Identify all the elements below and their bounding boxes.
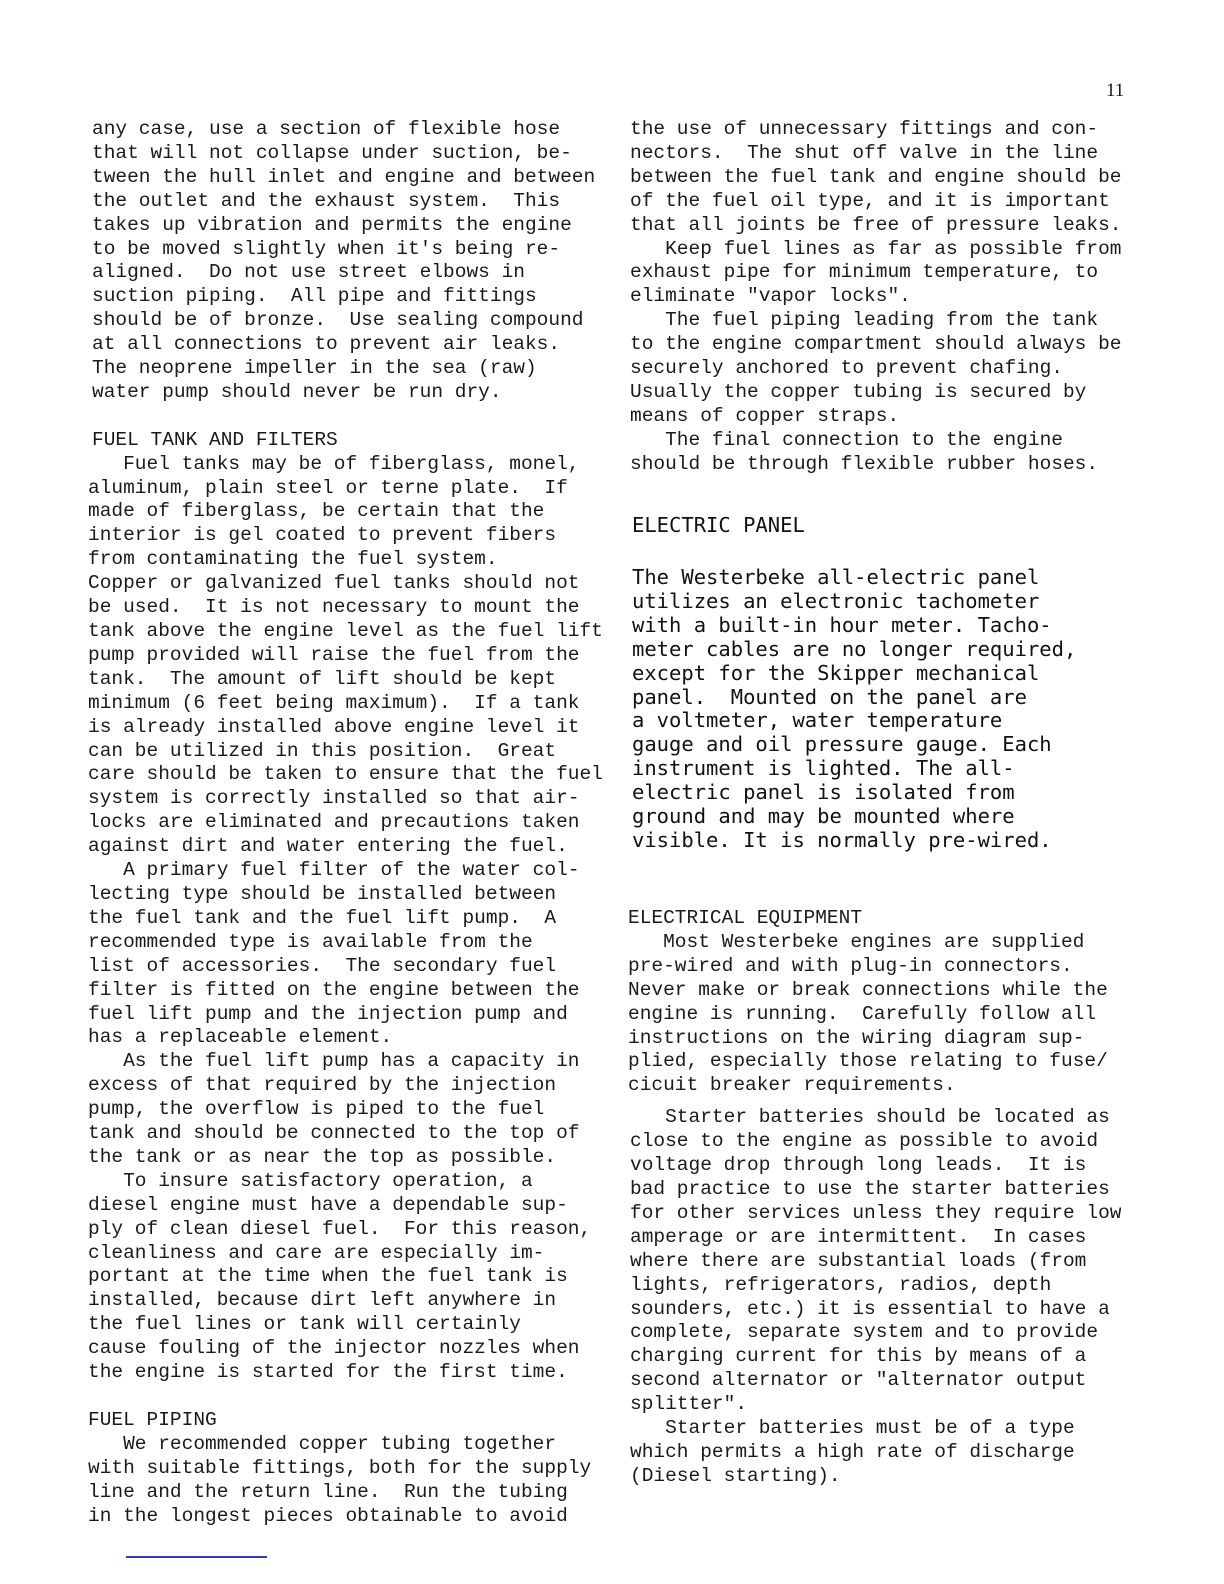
text-line: amperage or are intermittent. In cases — [630, 1225, 1087, 1248]
text-line: bad practice to use the starter batteries — [630, 1177, 1110, 1200]
text-line: the fuel tank and the fuel lift pump. A — [88, 906, 557, 929]
text-line: can be utilized in this position. Great — [88, 739, 557, 762]
text-line: aligned. Do not use street elbows in — [92, 261, 525, 284]
electric-panel-body — [632, 566, 1076, 853]
page-number: 11 — [1106, 80, 1125, 101]
text-line: pre-wired and with plug-in connectors. — [628, 954, 1073, 977]
text-line: takes up vibration and permits the engine — [92, 213, 572, 236]
text-line: to the engine compartment should always be — [630, 333, 1122, 356]
text-line: The fuel piping leading from the tank — [630, 309, 1099, 332]
text-line: between the fuel tank and engine should be — [630, 165, 1122, 188]
text-line: splitter". — [630, 1393, 748, 1416]
text-line: nectors. The shut off valve in the line — [630, 141, 1099, 164]
text-line: for other services unless they require low — [630, 1201, 1122, 1224]
text-line: To insure satisfactory operation, a — [88, 1169, 533, 1192]
text-line: A primary fuel filter of the water col- — [88, 859, 580, 882]
text-line: Starter batteries must be of a type — [630, 1417, 1075, 1440]
text-line: The Westerbeke all-electric panel — [632, 565, 1040, 589]
text-line: securely anchored to prevent chafing. — [630, 357, 1063, 380]
text-line: meter cables are no longer required, — [632, 636, 1077, 661]
text-line: cause fouling of the injector nozzles when — [88, 1337, 580, 1360]
fuel-piping-section — [88, 1433, 622, 1529]
text-line: instrument is lighted. The all- — [632, 756, 1015, 781]
text-line: tank and should be connected to the top of — [88, 1122, 580, 1145]
text-line: Keep fuel lines as far as possible from — [630, 237, 1122, 260]
text-line: the use of unnecessary fittings and con- — [630, 118, 1099, 140]
electric-panel-text — [632, 566, 1076, 853]
text-line: ply of clean diesel fuel. For this reason, — [88, 1217, 592, 1240]
left-column — [88, 118, 622, 1528]
text-line: the tank or as near the top as possible. — [88, 1145, 557, 1168]
text-line: instructions on the wiring diagram sup- — [628, 1026, 1085, 1049]
text-line: interior is gel coated to prevent fibers — [88, 524, 557, 547]
text-line: water pump should never be run dry. — [92, 380, 502, 403]
text-line: except for the Skipper mechanical — [632, 660, 1040, 685]
text-line: from contaminating the fuel system. — [88, 548, 498, 571]
text-line: line and the return line. Run the tubing — [88, 1480, 568, 1503]
text-line: voltage drop through long leads. It is — [630, 1154, 1087, 1177]
text-line: engine is running. Carefully follow all — [628, 1002, 1097, 1025]
text-line: charging current for this by means of a — [630, 1345, 1087, 1368]
text-line: should be through flexible rubber hoses. — [630, 452, 1099, 475]
text-line: installed, because dirt left anywhere in — [88, 1289, 557, 1312]
text-line: minimum (6 feet being maximum). If a tank — [88, 691, 580, 714]
text-line: The neoprene impeller in the sea (raw) — [92, 357, 537, 380]
text-line: recommended type is available from the — [88, 930, 533, 953]
text-line: Most Westerbeke engines are supplied — [628, 930, 1085, 953]
text-line: aluminum, plain steel or terne plate. If — [88, 476, 568, 499]
text-line: lights, refrigerators, radios, depth — [630, 1273, 1052, 1296]
text-line: exhaust pipe for minimum temperature, to — [630, 261, 1099, 284]
electrical-equipment-paragraph — [628, 931, 1188, 1098]
text-line: suction piping. All pipe and fittings — [92, 285, 537, 308]
text-line: diesel engine must have a dependable sup- — [88, 1193, 568, 1216]
text-line: utilizes an electronic tachometer — [632, 588, 1040, 613]
electric-panel-section — [632, 514, 805, 538]
text-line: in the longest pieces obtainable to avoid — [88, 1504, 568, 1527]
fuel-tank-section — [88, 453, 622, 1385]
text-line: made of fiberglass, be certain that the — [88, 500, 545, 523]
text-line: Fuel tanks may be of fiberglass, monel, — [88, 452, 580, 475]
text-line: portant at the time when the fuel tank is — [88, 1265, 568, 1288]
text-line: that all joints be free of pressure leaks. — [630, 213, 1122, 236]
text-line: tween the hull inlet and engine and between — [92, 165, 596, 188]
text-line: visible. It is normally pre-wired. — [632, 827, 1052, 852]
text-line: Never make or break connections while the — [628, 978, 1108, 1001]
text-line: has a replaceable element. — [88, 1026, 393, 1049]
text-line: locks are eliminated and precautions taken — [88, 811, 580, 834]
text-line: to be moved slightly when it's being re- — [92, 237, 561, 260]
text-line: cleanliness and care are especially im- — [88, 1241, 545, 1264]
text-line: be used. It is not necessary to mount the — [88, 596, 580, 619]
text-line: which permits a high rate of discharge — [630, 1440, 1075, 1463]
text-line: (Diesel starting). — [630, 1464, 841, 1487]
text-line: lecting type should be installed between — [88, 882, 557, 905]
text-line: the engine is started for the first time. — [88, 1361, 568, 1384]
text-line: should be of bronze. Use sealing compound — [92, 309, 584, 332]
text-line: second alternator or "alternator output — [630, 1369, 1087, 1392]
text-line: close to the engine as possible to avoid — [630, 1130, 1099, 1153]
text-line: at all connections to prevent air leaks. — [92, 333, 561, 356]
text-line: Copper or galvanized fuel tanks should not — [88, 572, 580, 595]
text-line: cicuit breaker requirements. — [628, 1074, 956, 1097]
text-line: ground and may be mounted where — [632, 804, 1015, 829]
text-line: where there are substantial loads (from — [630, 1249, 1087, 1272]
text-line: complete, separate system and to provide — [630, 1321, 1099, 1344]
text-line: electric panel is isolated from — [632, 780, 1015, 805]
text-line: tank. The amount of lift should be kept — [88, 667, 557, 690]
fuel-piping-heading: FUEL PIPING — [88, 1408, 217, 1431]
text-line: the fuel lines or tank will certainly — [88, 1313, 521, 1336]
text-line: care should be taken to ensure that the fuel — [88, 763, 603, 786]
electrical-equipment-heading: ELECTRICAL EQUIPMENT — [628, 907, 863, 929]
text-line: that will not collapse under suction, be- — [92, 141, 572, 164]
text-line: gauge and oil pressure gauge. Each — [632, 732, 1052, 757]
text-line: eliminate "vapor locks". — [630, 285, 911, 308]
text-line: the outlet and the exhaust system. This — [92, 189, 561, 212]
right-column-electrical — [628, 907, 1188, 1489]
batteries-paragraph — [630, 1106, 1188, 1489]
text-line: a voltmeter, water temperature — [632, 708, 1003, 733]
text-line: with suitable fittings, both for the supply — [88, 1456, 592, 1479]
fuel-piping-continued — [630, 118, 1190, 477]
text-line: Starter batteries should be located as — [630, 1106, 1110, 1129]
text-line: is already installed above engine level it — [88, 715, 580, 738]
text-line: The final connection to the engine — [630, 428, 1063, 451]
text-line: against dirt and water entering the fuel. — [88, 835, 568, 858]
text-line: of the fuel oil type, and it is important — [630, 189, 1110, 212]
text-line: filter is fitted on the engine between the — [88, 978, 580, 1001]
text-line: any case, use a section of flexible hose — [92, 118, 561, 140]
intro-paragraph — [92, 118, 622, 405]
text-line: panel. Mounted on the panel are — [632, 684, 1027, 709]
footer-rule — [126, 1556, 267, 1558]
right-column-piping — [630, 118, 1190, 477]
text-line: plied, especially those relating to fuse/ — [628, 1050, 1108, 1073]
text-line: Usually the copper tubing is secured by — [630, 380, 1087, 403]
text-line: As the fuel lift pump has a capacity in — [88, 1050, 580, 1073]
text-line: fuel lift pump and the injection pump and — [88, 1002, 568, 1025]
text-line: pump provided will raise the fuel from the — [88, 643, 580, 666]
fuel-tank-heading: FUEL TANK AND FILTERS — [92, 428, 338, 451]
text-line: with a built-in hour meter. Tacho- — [632, 612, 1052, 637]
electric-panel-heading: ELECTRIC PANEL — [632, 513, 805, 537]
text-line: tank above the engine level as the fuel lift — [88, 620, 603, 643]
text-line: We recommended copper tubing together — [88, 1432, 557, 1455]
text-line: system is correctly installed so that air- — [88, 787, 580, 810]
text-line: excess of that required by the injection — [88, 1074, 557, 1097]
text-line: sounders, etc.) it is essential to have a — [630, 1297, 1110, 1320]
text-line: means of copper straps. — [630, 404, 900, 427]
text-line: list of accessories. The secondary fuel — [88, 954, 557, 977]
text-line: pump, the overflow is piped to the fuel — [88, 1098, 545, 1121]
